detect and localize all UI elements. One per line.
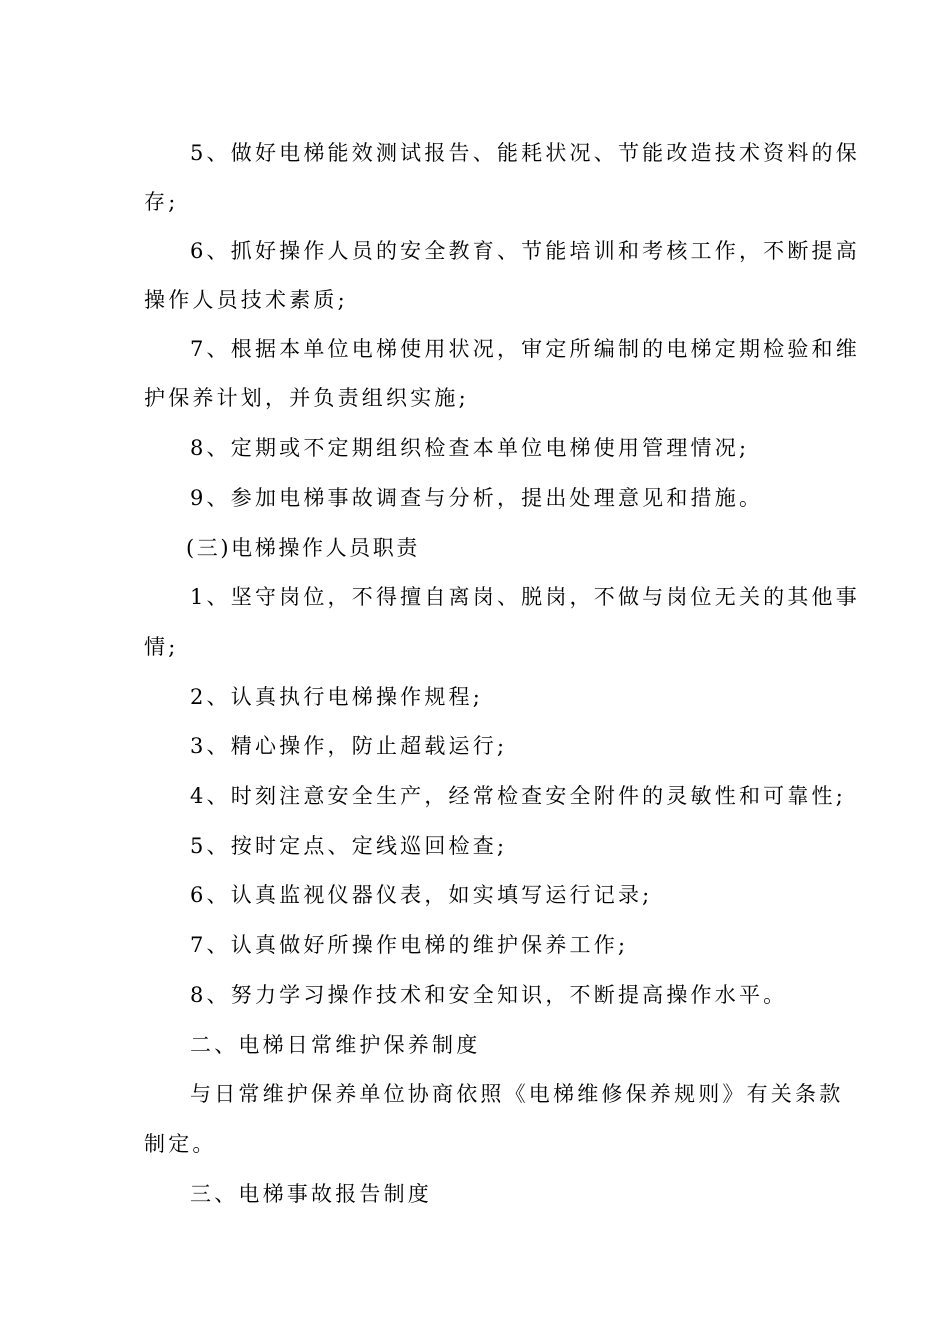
- paragraph-line: 6、认真监视仪器仪表，如实填写运行记录;: [190, 883, 653, 907]
- paragraph-line: 2、认真执行电梯操作规程;: [190, 685, 484, 709]
- paragraph-line: 5、按时定点、定线巡回检查;: [190, 834, 508, 858]
- paragraph-line: 9、参加电梯事故调查与分析，提出处理意见和措施。: [190, 486, 764, 510]
- paragraph-line: 操作人员技术素质;: [144, 288, 348, 312]
- paragraph-line: 7、认真做好所操作电梯的维护保养工作;: [190, 933, 629, 957]
- paragraph-line: 8、努力学习操作技术和安全知识，不断提高操作水平。: [190, 983, 788, 1007]
- section-heading: 三、电梯事故报告制度: [190, 1182, 432, 1206]
- paragraph-line: 5、做好电梯能效测试报告、能耗状况、节能改造技术资料的保: [190, 141, 860, 165]
- paragraph-line: 情;: [144, 635, 179, 659]
- paragraph-line: 3、精心操作，防止超载运行;: [190, 734, 508, 758]
- paragraph-line: 护保养计划，并负责组织实施;: [144, 386, 469, 410]
- paragraph-line: 1、坚守岗位，不得擅自离岗、脱岗，不做与岗位无关的其他事: [190, 585, 860, 609]
- paragraph-line: 与日常维护保养单位协商依照《电梯维修保养规则》有关条款: [190, 1082, 844, 1106]
- section-heading: 二、电梯日常维护保养制度: [190, 1033, 481, 1057]
- section-heading: (三)电梯操作人员职责: [186, 536, 420, 560]
- paragraph-line: 存;: [144, 190, 179, 214]
- paragraph-line: 制定。: [144, 1132, 217, 1156]
- paragraph-line: 7、根据本单位电梯使用状况，审定所编制的电梯定期检验和维: [190, 337, 860, 361]
- paragraph-line: 6、抓好操作人员的安全教育、节能培训和考核工作，不断提高: [190, 239, 860, 263]
- paragraph-line: 4、时刻注意安全生产，经常检查安全附件的灵敏性和可靠性;: [190, 784, 847, 808]
- paragraph-line: 8、定期或不定期组织检查本单位电梯使用管理情况;: [190, 436, 750, 460]
